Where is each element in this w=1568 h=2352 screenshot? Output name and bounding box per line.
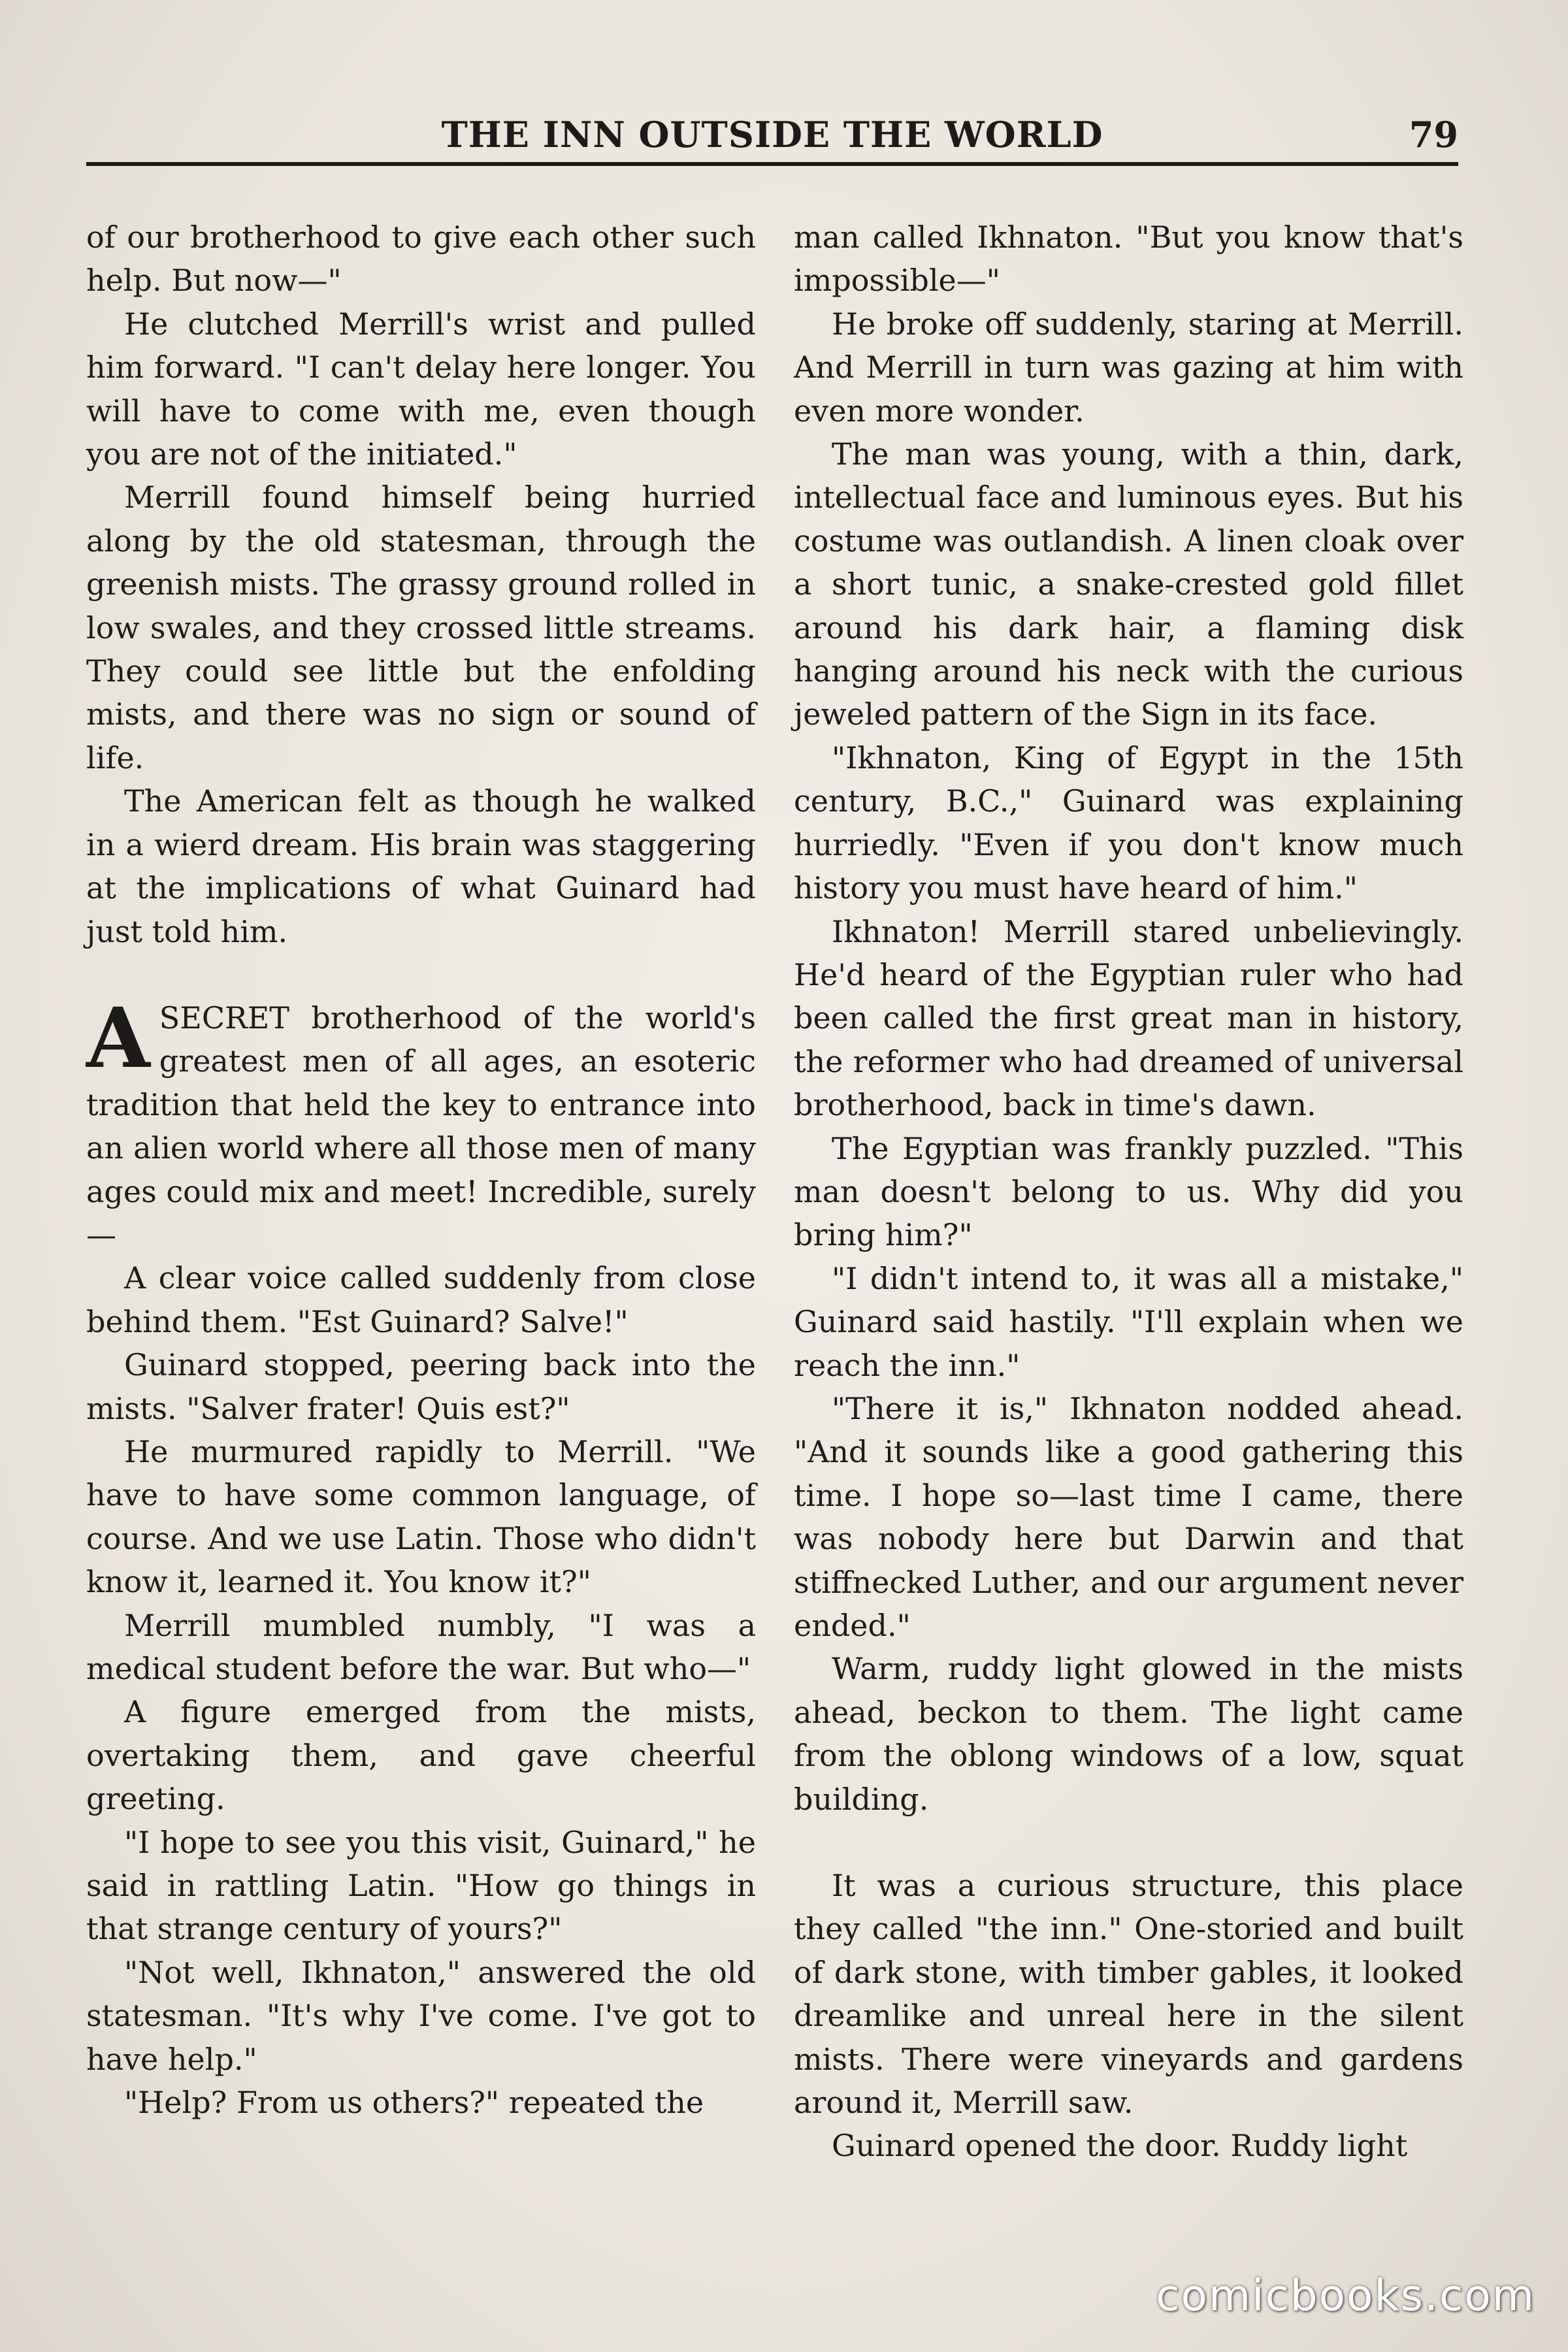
paragraph: Merrill found himself being hurried along by the old statesman, through the greenish mists. The grassy ground rolled in low swales, and they crossed little streams. They could see little but the enfolding mists, and there was no sign or sound of life. bbox=[86, 480, 756, 776]
left-column bbox=[86, 216, 756, 2124]
drop-cap: A bbox=[86, 989, 150, 1086]
paragraph: The Egyptian was frankly puzzled. "This man doesn't belong to us. Why did you bring him?" bbox=[794, 1130, 1463, 1253]
paragraph: The man was young, with a thin, dark, intellectual face and luminous eyes. But his costume was outlandish. A linen cloak over a short tunic, a snake-crested gold fillet around his dark hair, a flaming disk hanging around his neck with the curious jeweled pattern of the Sign in its face. bbox=[794, 436, 1463, 732]
paragraph: Merrill mumbled numbly, "I was a medical student before the war. But who—" bbox=[86, 1607, 756, 1686]
paragraph: of our brotherhood to give each other such help. But now—" bbox=[86, 220, 756, 299]
paragraph: "There it is," Ikhnaton nodded ahead. "And it sounds like a good gathering this time. I hope so—last time I came, there was nobody here but Darwin and that stiffnecked Luther, and our argument never ended." bbox=[794, 1390, 1463, 1643]
paragraph: It was a curious structure, this place they called "the inn." One-storied and built of dark stone, with timber gables, it looked dreamlike and unreal here in the silent mists. There were vineyards and gardens around it, Merrill saw. bbox=[794, 1868, 1463, 2121]
paragraph: Guinard stopped, peering back into the mists. "Salver frater! Quis est?" bbox=[86, 1347, 756, 1426]
paragraph: The American felt as though he walked in a wierd dream. His brain was staggering at the implications of what Guinard had just told him. bbox=[86, 783, 756, 949]
watermark: comicbooks.com bbox=[1156, 2270, 1535, 2321]
section-paragraph bbox=[86, 989, 756, 1256]
paragraph: "I hope to see you this visit, Guinard," he said in rattling Latin. "How go things in that strange century of yours?" bbox=[86, 1824, 756, 1947]
header-title: THE INN OUTSIDE THE WORLD bbox=[441, 114, 1103, 155]
paragraph: Guinard opened the door. Ruddy light bbox=[832, 2128, 1408, 2164]
paragraph: "Not well, Ikhnaton," answered the old statesman. "It's why I've come. I've got to have help." bbox=[86, 1954, 756, 2077]
paragraph: "Ikhnaton, King of Egypt in the 15th century, B.C.," Guinard was explaining hurriedly. "Even if you don't know much history you must have heard of him." bbox=[794, 740, 1463, 906]
paragraph: Warm, ruddy light glowed in the mists ahead, beckon to them. The light came from the oblong windows of a low, squat building. bbox=[794, 1651, 1463, 1817]
paragraph: A clear voice called suddenly from close behind them. "Est Guinard? Salve!" bbox=[86, 1260, 756, 1339]
paragraph-text: SECRET brotherhood of the world's greatest men of all ages, an esoteric tradition that held the key to entrance into an alien world where all those men of many ages could mix and meet! Incredible, surely— bbox=[86, 1000, 756, 1252]
header-rule bbox=[86, 162, 1458, 166]
paragraph: Ikhnaton! Merrill stared unbelievingly. He'd heard of the Egyptian ruler who had been called the first great man in history, the reformer who had dreamed of universal brotherhood, back in time's dawn. bbox=[794, 913, 1463, 1123]
paragraph: man called Ikhnaton. "But you know that's impossible—" bbox=[794, 220, 1463, 299]
page-number: 79 bbox=[1409, 114, 1458, 155]
paragraph: He clutched Merrill's wrist and pulled him forward. "I can't delay here longer. You will have to come with me, even though you are not of the initiated." bbox=[86, 306, 756, 472]
paragraph: A figure emerged from the mists, overtaking them, and gave cheerful greeting. bbox=[86, 1694, 756, 1817]
paragraph: He broke off suddenly, staring at Merrill. And Merrill in turn was gazing at him with even more wonder. bbox=[794, 306, 1463, 429]
paragraph: He murmured rapidly to Merrill. "We have to have some common language, of course. And we use Latin. Those who didn't know it, learned it. You know it?" bbox=[86, 1433, 756, 1600]
paragraph: "I didn't intend to, it was all a mistake," Guinard said hastily. "I'll explain when we reach the inn." bbox=[794, 1260, 1463, 1383]
running-header bbox=[86, 105, 1458, 167]
paragraph: "Help? From us others?" repeated the bbox=[124, 2085, 704, 2121]
right-column bbox=[794, 216, 1463, 2168]
